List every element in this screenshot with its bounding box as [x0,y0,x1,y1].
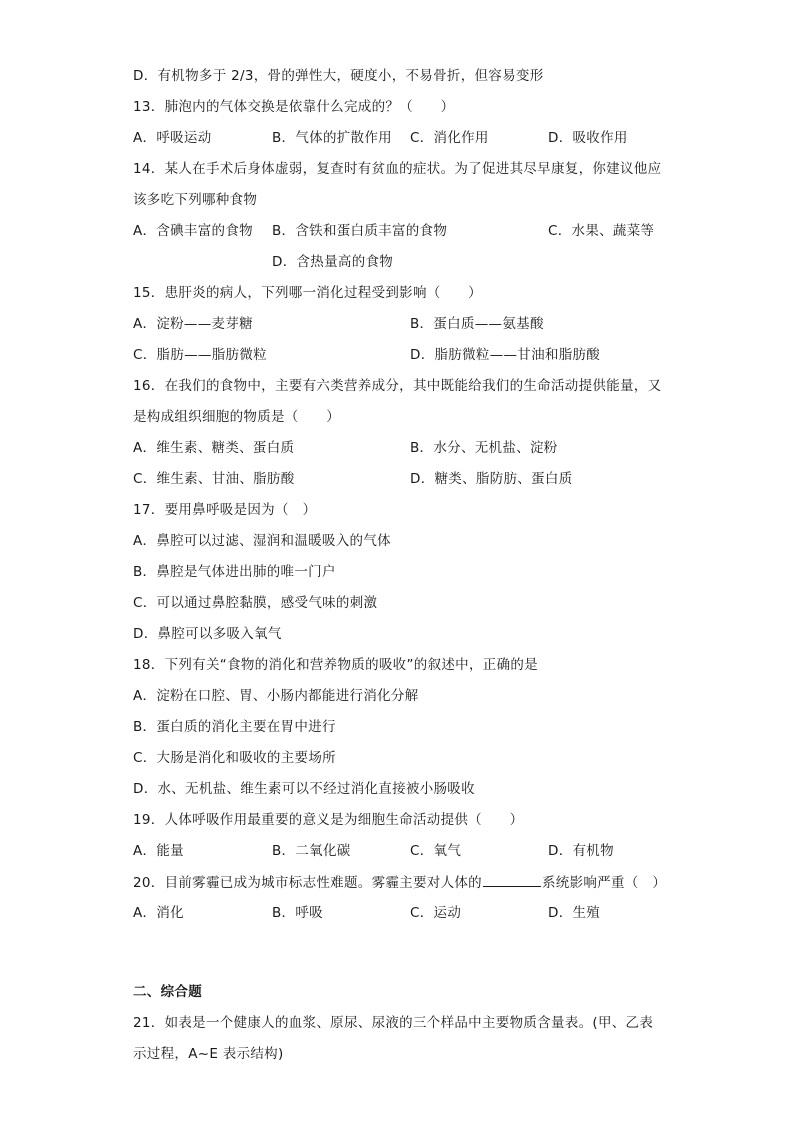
question-13: 13．肺泡内的气体交换是依靠什么完成的？（ ） [133,99,455,115]
q19-option-c: C．氧气 [410,843,462,859]
q17-option-d: D．鼻腔可以多吸入氧气 [133,626,282,642]
question-14: 14．某人在手术后身体虚弱，复查时有贫血的症状。为了促进其尽早康复，你建议他应 [133,161,662,177]
q18-option-d: D．水、无机盐、维生素可以不经过消化直接被小肠吸收 [133,781,475,797]
q18-option-c: C．大肠是消化和吸收的主要场所 [133,750,336,766]
q20-option-c: C．运动 [410,905,462,921]
question-21: 21．如表是一个健康人的血浆、原尿、尿液的三个样品中主要物质含量表。(甲、乙表 [133,1015,654,1031]
q15-option-a: A．淀粉——麦芽糖 [133,316,253,332]
q13-option-b: B．气体的扩散作用 [272,130,392,146]
q13-option-d: D．吸收作用 [548,130,628,146]
q13-option-c: C．消化作用 [410,130,489,146]
question-18: 18．下列有关“食物的消化和营养物质的吸收”的叙述中，正确的是 [133,657,538,673]
q16-option-d: D．糖类、脂防肪、蛋白质 [410,471,573,487]
question-16: 16．在我们的食物中，主要有六类营养成分，其中既能给我们的生命活动提供能量，又 [133,378,662,394]
q20-option-d: D．生殖 [548,905,601,921]
q14-option-d: D．含热量高的食物 [272,254,394,270]
question-14-cont: 该多吃下列哪种食物 [133,192,258,208]
question-15: 15．患肝炎的病人，下列哪一消化过程受到影响（ ） [133,285,482,301]
q18-option-b: B．蛋白质的消化主要在胃中进行 [133,719,336,735]
question-20 [133,872,666,893]
question-16-cont: 是构成组织细胞的物质是（ ） [133,409,340,425]
q20-option-b: B．呼吸 [272,905,323,921]
question-17: 17．要用鼻呼吸是因为（ ） [133,502,317,518]
section-heading: 二、综合题 [133,984,202,1000]
q15-option-b: B．蛋白质——氨基酸 [410,316,544,332]
q19-option-d: D．有机物 [548,843,614,859]
question-19: 19．人体呼吸作用最重要的意义是为细胞生命活动提供（ ） [133,812,524,828]
q19-option-a: A．能量 [133,843,184,859]
q15-option-d: D．脂肪微粒——甘油和脂肪酸 [410,347,601,363]
q17-option-b: B．鼻腔是气体进出肺的唯一门户 [133,564,336,580]
q17-option-a: A．鼻腔可以过滤、湿润和温暖吸入的气体 [133,533,391,549]
q16-option-b: B．水分、无机盐、淀粉 [410,440,558,456]
question-20-text: 20．目前雾霾已成为城市标志性难题。雾霾主要对人体的 [133,875,482,891]
q16-option-c: C．维生素、甘油、脂肪酸 [133,471,295,487]
question-20-tail: 系统影响严重（ ） [541,875,667,891]
q12-option-d: D．有机物多于 2/3，骨的弹性大，硬度小，不易骨折，但容易变形 [133,68,544,84]
question-21-cont: 示过程，A~E 表示结构) [133,1046,284,1062]
q20-option-a: A．消化 [133,905,184,921]
q18-option-a: A．淀粉在口腔、胃、小肠内都能进行消化分解 [133,688,419,704]
q17-option-c: C．可以通过鼻腔黏膜，感受气味的刺激 [133,595,378,611]
q14-option-b: B．含铁和蛋白质丰富的食物 [272,223,448,239]
q14-option-c: C．水果、蔬菜等 [548,223,655,239]
answer-blank [483,872,541,887]
q16-option-a: A．维生素、糖类、蛋白质 [133,440,295,456]
q19-option-b: B．二氧化碳 [272,843,351,859]
q15-option-c: C．脂肪——脂肪微粒 [133,347,267,363]
q13-option-a: A．呼吸运动 [133,130,212,146]
q14-option-a: A．含碘丰富的食物 [133,223,253,239]
